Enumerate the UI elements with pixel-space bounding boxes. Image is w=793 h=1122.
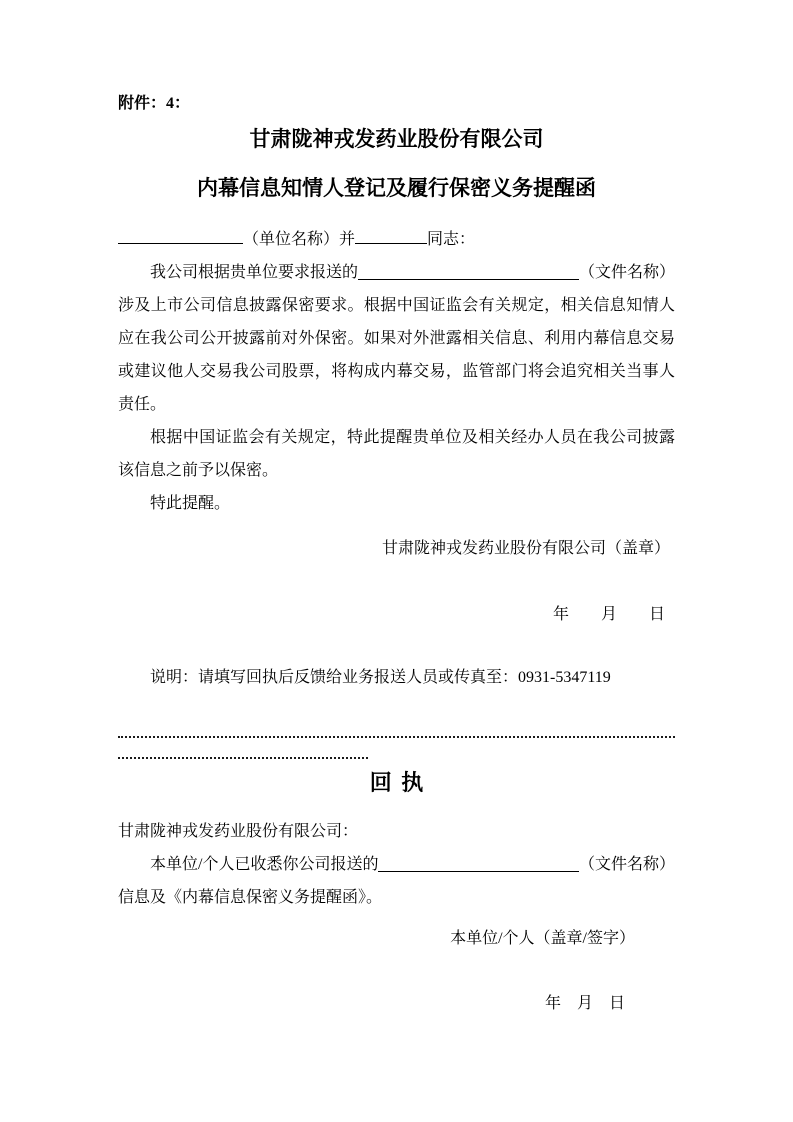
receipt-date-line: 年 月 日 [544, 995, 625, 1012]
receipt-second-line: 信息及《内幕信息保密义务提醒函》。 [118, 889, 383, 906]
dotted-separator-1 [118, 736, 675, 738]
document-title-line2: 内幕信息知情人登记及履行保密义务提醒函 [197, 176, 596, 200]
receipt-first-line [118, 848, 675, 881]
comrade-label: 同志： [427, 231, 476, 248]
receipt-file-name-blank [378, 848, 579, 872]
receipt-signer-line: 本单位/个人（盖章/签字） [450, 930, 635, 947]
para1-first-line [118, 256, 675, 289]
salutation-line [118, 223, 675, 256]
unit-name-blank [118, 241, 243, 244]
attachment-label: 附件：4： [118, 95, 191, 112]
signature-date-line: 年 月 日 [552, 606, 665, 623]
para3-closing: 特此提醒。 [150, 495, 231, 512]
comrade-name-blank [355, 241, 427, 244]
receipt-file-name-note: （文件名称） [578, 856, 675, 873]
para2-reminder: 根据中国证监会有关规定，特此提醒贵单位及相关经办人员在我公司披露该信息之前予以保密。 [118, 429, 675, 479]
receipt-lead-text: 本单位/个人已收悉你公司报送的 [150, 856, 379, 873]
instruction-note: 说明：请填写回执后反馈给业务报送人员或传真至：0931-5347119 [150, 669, 611, 686]
para1-lead-text: 我公司根据贵单位要求报送的 [150, 264, 359, 281]
document-title-line1: 甘肃陇神戎发药业股份有限公司 [249, 127, 544, 151]
file-name-note: （文件名称） [578, 264, 675, 281]
unit-name-note: （单位名称）并 [243, 231, 356, 248]
para1-continuation: 涉及上市公司信息披露保密要求。根据中国证监会有关规定，相关信息知情人应在我公司公开披露前对外保密。如果对外泄露相关信息、利用内幕信息交易或建议他人交易我公司股票，将构成内幕交易，监管部门将会追究相关当事人责任。 [118, 297, 675, 413]
file-name-blank [358, 256, 579, 280]
receipt-addressee: 甘肃陇神戎发药业股份有限公司： [118, 823, 359, 840]
company-seal-line: 甘肃陇神戎发药业股份有限公司（盖章） [381, 540, 670, 557]
dotted-separator-2 [118, 757, 368, 759]
receipt-heading: 回 执 [369, 770, 424, 795]
